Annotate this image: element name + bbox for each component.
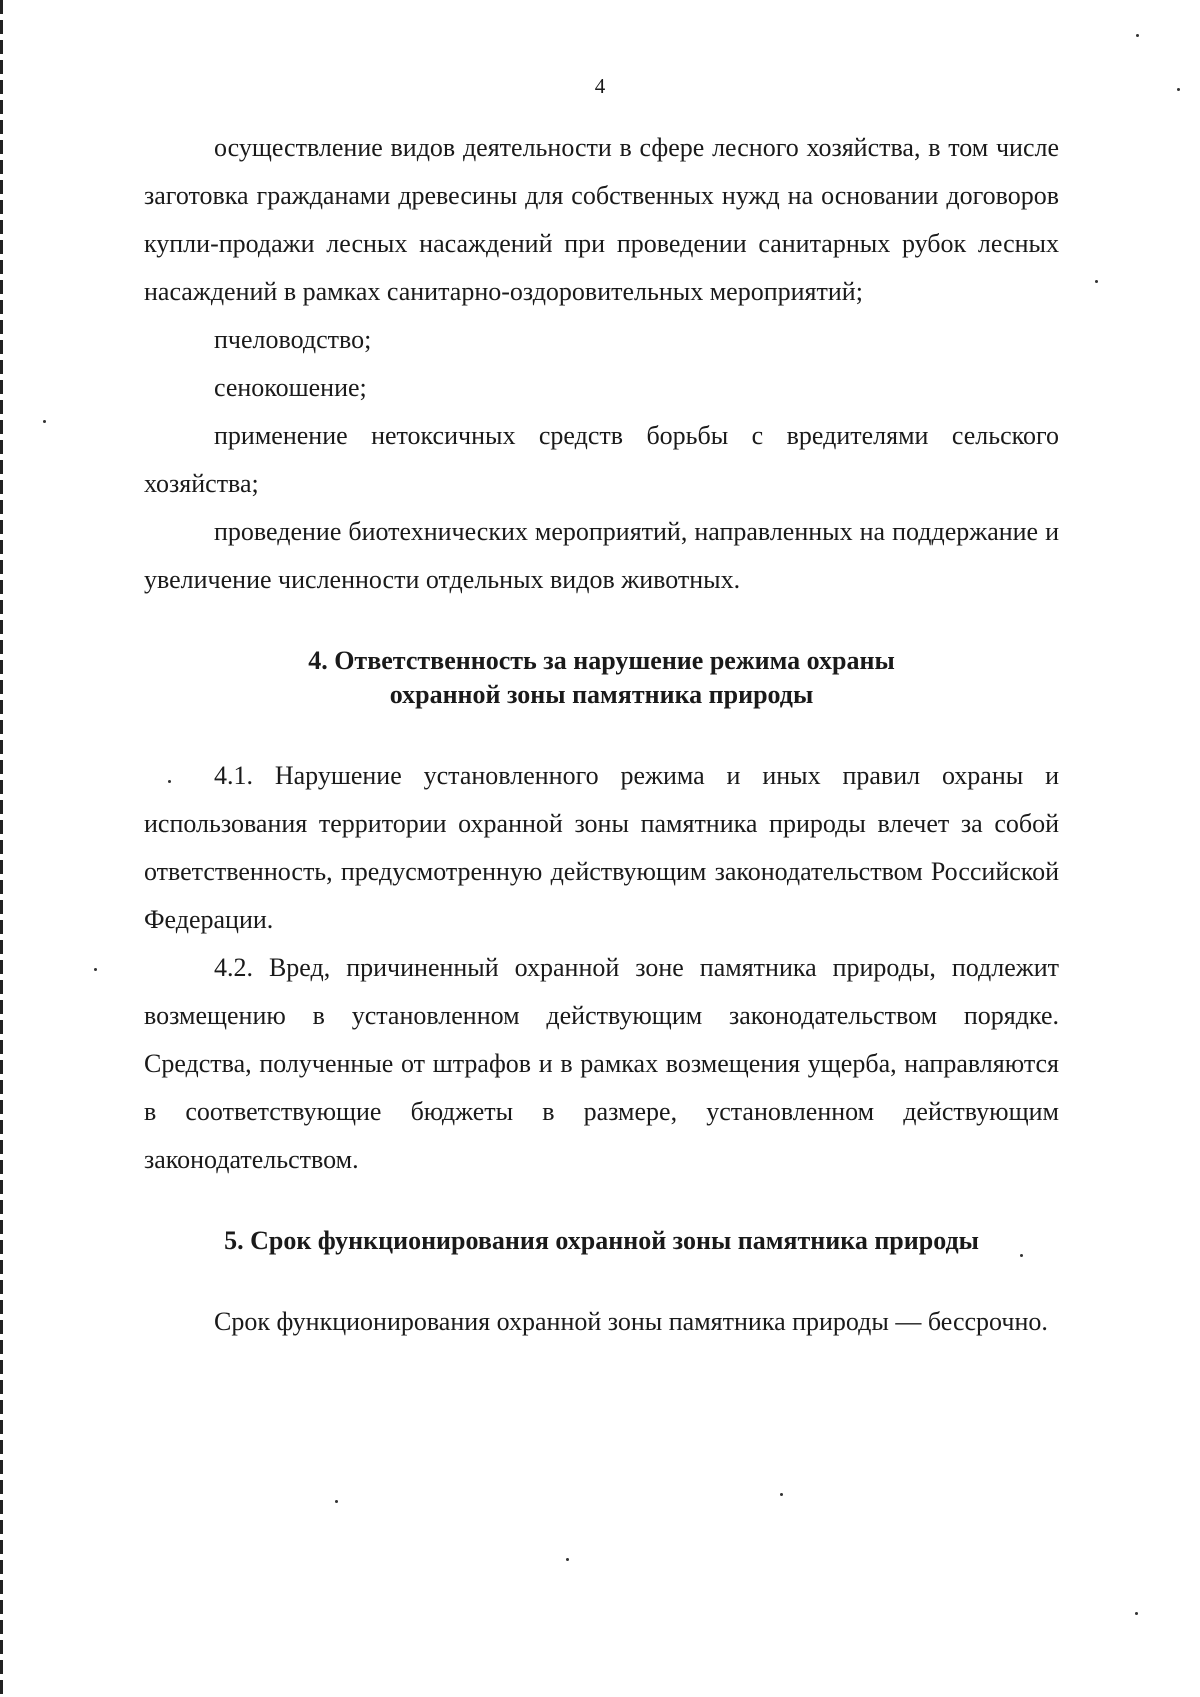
item-haymaking: сенокошение;	[214, 373, 367, 402]
document-body	[144, 124, 1059, 1346]
scan-speck	[335, 1500, 338, 1503]
item-biotech: проведение биотехнических мероприятий, направленных на поддержание и увеличение численности отдельных видов животных.	[144, 517, 1059, 594]
section-4-heading-line-1: 4. Ответственность за нарушение режима охраны	[308, 646, 895, 675]
section-4-heading-line-2: охранной зоны памятника природы	[389, 680, 814, 709]
item-beekeeping: пчеловодство;	[214, 325, 372, 354]
scan-speck	[1020, 1254, 1023, 1257]
scan-speck	[94, 968, 97, 971]
scan-speck	[43, 420, 46, 423]
scan-speck	[780, 1493, 783, 1496]
item-pest-control: применение нетоксичных средств борьбы с вредителями сельского хозяйства;	[144, 421, 1059, 498]
scan-speck	[1136, 34, 1139, 37]
section-5-heading: 5. Срок функционирования охранной зоны памятника природы	[224, 1226, 979, 1255]
scan-speck	[168, 780, 171, 783]
scan-speck	[566, 1558, 569, 1561]
paragraph-4-1: 4.1. Нарушение установленного режима и иных правил охраны и использования территории охранной зоны памятника природы влечет за собой ответственность, предусмотренную действующим законодательством Российской Федерации.	[144, 761, 1059, 934]
scan-speck	[1135, 1612, 1138, 1615]
scan-speck	[1095, 280, 1098, 283]
section-4-heading	[144, 644, 1059, 712]
paragraph-4-2: 4.2. Вред, причиненный охранной зоне памятника природы, подлежит возмещению в установленном действующим законодательством порядке. Средства, полученные от штрафов и в рамках возмещения ущерба, направляются в соответствующие бюджеты в размере, установленном действующим законодательством.	[144, 953, 1059, 1174]
scan-edge	[0, 0, 3, 1697]
scan-speck	[1177, 88, 1180, 91]
item-forestry: осуществление видов деятельности в сфере лесного хозяйства, в том числе заготовка гражданами древесины для собственных нужд на основании договоров купли-продажи лесных насаждений при проведении санитарных рубок лесных насаждений в рамках санитарно-оздоровительных мероприятий;	[144, 133, 1059, 306]
paragraph-5-1: Срок функционирования охранной зоны памятника природы — бессрочно.	[214, 1307, 1048, 1336]
page-number: 4	[594, 74, 606, 98]
